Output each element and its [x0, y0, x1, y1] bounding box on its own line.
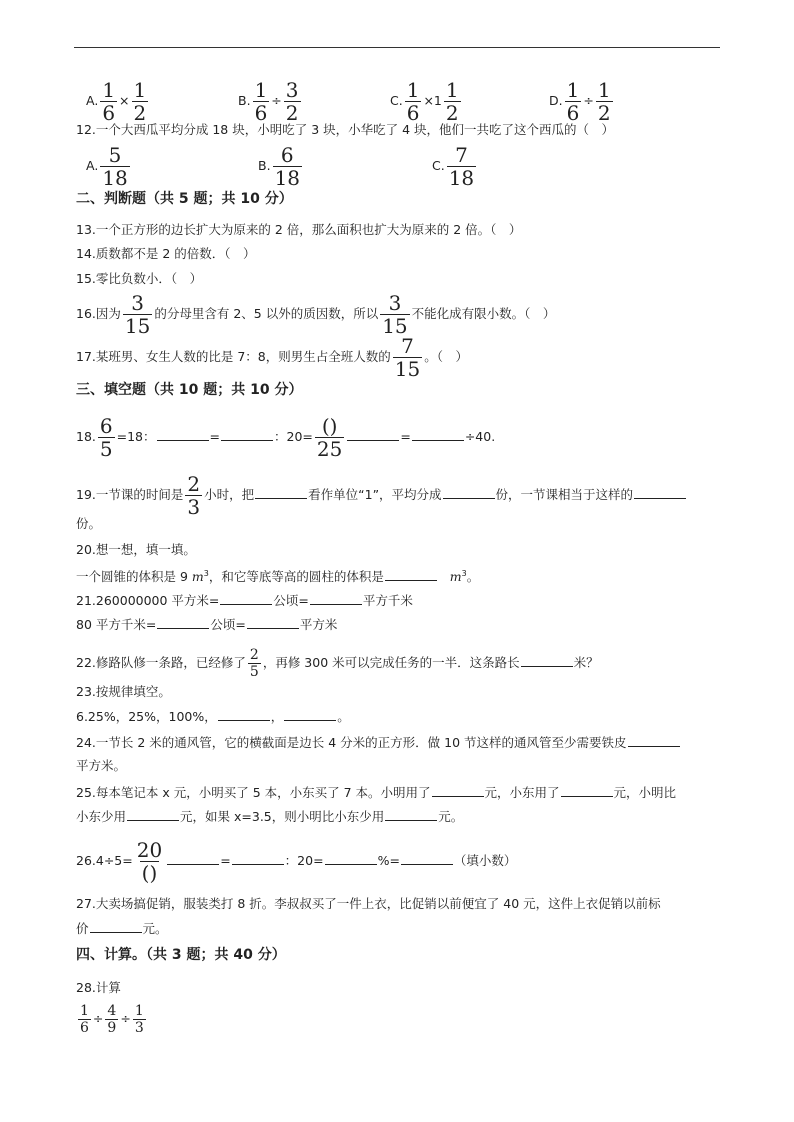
q23-sequence: 6.25%，25%，100%， ， 。 — [76, 709, 350, 724]
blank — [167, 852, 219, 865]
blank — [218, 708, 270, 721]
q12-text: 12.一个大西瓜平均分成 18 块，小明吃了 3 块，小华吃了 4 块，他们一共吃了这个西瓜的（ ） — [76, 122, 615, 137]
blank — [443, 486, 495, 499]
q20-title: 20.想一想，填一填。 — [76, 542, 196, 557]
q25-line1: 25.每本笔记本 x 元，小明买了 5 本，小东买了 7 本。小明用了 元，小东用了 元，小明比 — [76, 785, 677, 800]
blank — [127, 808, 179, 821]
q19-text-line2: 份。 — [76, 516, 102, 531]
blank — [255, 486, 307, 499]
blank — [157, 616, 209, 629]
q26-text: 26.4÷5= $\frac{20}{()}$ = ：20= %= （填小数） — [76, 838, 517, 885]
blank — [232, 852, 284, 865]
q23-title: 23.按规律填空。 — [76, 684, 171, 699]
q20-text: 一个圆锥的体积是 9 $m^3$，和它等底等高的圆柱的体积是 $m^3$。 — [76, 569, 480, 585]
blank — [247, 616, 299, 629]
q24-line2: 平方米。 — [76, 758, 127, 773]
blank — [220, 592, 272, 605]
blank — [385, 568, 437, 581]
blank — [634, 486, 686, 499]
blank — [284, 708, 336, 721]
blank — [221, 428, 273, 441]
q12-option-b: B. $\frac{6}{18}$ — [258, 143, 301, 190]
q11-option-b: B. $\frac{1}{6}$ ÷ $\frac{3}{2}$ — [238, 78, 299, 125]
section-2-heading: 二、判断题（共 5 题；共 10 分） — [76, 191, 293, 207]
blank — [385, 808, 437, 821]
q11-option-a: A. $\frac{1}{6}$ × $\frac{1}{2}$ — [86, 78, 147, 125]
section-3-heading: 三、填空题（共 10 题；共 10 分） — [76, 382, 303, 398]
q28-expression: $\frac{1}{6}$ ÷ $\frac{4}{9}$ ÷ $\frac{1}{3}$ — [80, 1003, 144, 1036]
q17-text: 17.某班男、女生人数的比是 7：8，则男生占全班人数的 $\frac{7}{15}$ 。（ ） — [76, 334, 468, 381]
q22-text: 22.修路队修一条路，已经修了 $\frac{2}{5}$ ，再修 300 米可以完成任务的一半．这条路长 米？ — [76, 647, 599, 680]
q11-option-c: C. $\frac{1}{6}$ ×1 $\frac{1}{2}$ — [390, 78, 459, 125]
blank — [90, 920, 142, 933]
q19-text: 19.一节课的时间是 $\frac{2}{3}$ 小时，把 看作单位“1”，平均分成 份，一节课相当于这样的 — [76, 474, 687, 517]
q15-text: 15.零比负数小．（ ） — [76, 271, 203, 286]
blank — [432, 784, 484, 797]
header-rule — [74, 47, 720, 48]
q18-text: 18. $\frac{6}{5}$ =18： = ：20= $\frac{()}{25}$ = ÷40. — [76, 414, 496, 461]
q12-option-a: A. $\frac{5}{18}$ — [86, 143, 128, 190]
blank — [628, 734, 680, 747]
q28-title: 28.计算 — [76, 980, 121, 995]
blank — [347, 428, 399, 441]
blank — [561, 784, 613, 797]
blank — [325, 852, 377, 865]
q24-line1: 24.一节长 2 米的通风管，它的横截面是边长 4 分米的正方形．做 10 节这样的通风管至少需要铁皮 — [76, 734, 681, 751]
blank — [412, 428, 464, 441]
q25-line2: 小东少用 元，如果 x=3.5，则小明比小东少用 元。 — [76, 809, 464, 824]
blank — [310, 592, 362, 605]
q27-line2: 价 元。 — [76, 921, 168, 936]
q21-line1: 21.260000000 平方米= 公顷= 平方千米 — [76, 593, 413, 608]
q21-line2: 80 平方千米= 公顷= 平方米 — [76, 617, 338, 632]
q27-line1: 27.大卖场搞促销，服装类打 8 折。李叔叔买了一件上衣，比促销以前便宜了 40 元，这件上衣促销以前标 — [76, 896, 661, 911]
q12-option-c: C. $\frac{7}{18}$ — [432, 143, 475, 190]
blank — [401, 852, 453, 865]
q11-option-d: D. $\frac{1}{6}$ ÷ $\frac{1}{2}$ — [549, 78, 611, 125]
blank — [157, 428, 209, 441]
section-4-heading: 四、计算。（共 3 题；共 40 分） — [76, 947, 286, 963]
blank — [521, 654, 573, 667]
q13-text: 13.一个正方形的边长扩大为原来的 2 倍，那么面积也扩大为原来的 2 倍。（ ） — [76, 222, 522, 237]
q16-text: 16.因为 $\frac{3}{15}$ 的分母里含有 2、5 以外的质因数，所以 $\frac{3}{15}$ 不能化成有限小数。（ ） — [76, 291, 556, 338]
q14-text: 14.质数都不是 2 的倍数．（ ） — [76, 246, 256, 261]
